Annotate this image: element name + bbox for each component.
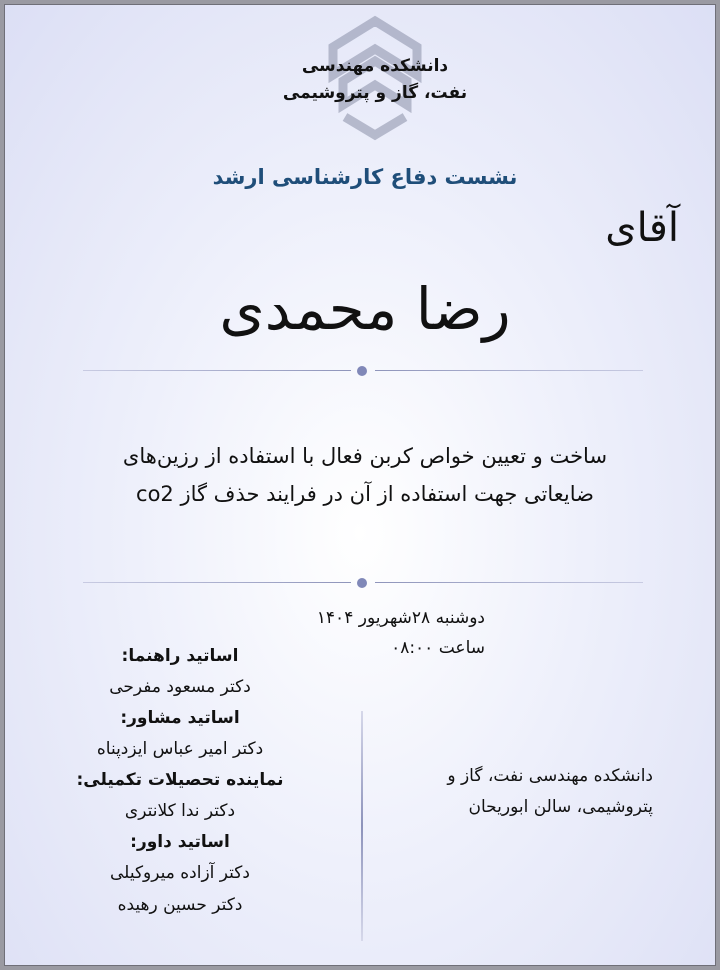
committee-member: دکتر مسعود مفرحی xyxy=(109,677,251,697)
candidate-name: رضا محمدی xyxy=(219,275,511,343)
committee-role-examiners: اساتید داور: xyxy=(130,832,230,852)
divider-bottom xyxy=(83,575,643,591)
committee-member: دکتر ندا کلانتری xyxy=(124,801,236,821)
committee-role-advisors: اساتید مشاور: xyxy=(120,708,240,728)
venue xyxy=(393,761,653,823)
divider-line-right xyxy=(375,370,643,371)
thesis-title-line-2: ضایعاتی جهت استفاده از آن در فرایند حذف گاز co2 xyxy=(136,482,594,506)
thesis-title xyxy=(75,437,655,513)
faculty-line-2: نفت، گاز و پتروشیمی xyxy=(282,83,468,103)
committee-role-graduate-representative: نماینده تحصیلات تکمیلی: xyxy=(76,770,284,790)
defense-date: دوشنبه ۲۸شهریور ۱۴۰۴ xyxy=(316,608,485,628)
divider-line-left xyxy=(83,582,351,583)
defense-poster xyxy=(4,4,716,966)
committee-list xyxy=(65,641,295,921)
faculty-name xyxy=(225,53,525,107)
vertical-divider xyxy=(361,711,363,941)
thesis-title-line-1: ساخت و تعیین خواص کربن فعال با استفاده از رزین‌های xyxy=(122,444,608,468)
committee-member: دکتر حسین رهیده xyxy=(117,895,243,915)
committee-member: دکتر آزاده میروکیلی xyxy=(110,863,250,883)
session-title: نشست دفاع کارشناسی ارشد xyxy=(212,165,518,189)
divider-dot xyxy=(357,366,367,376)
honorific: آقای xyxy=(605,205,679,251)
committee-role-supervisors: اساتید راهنما: xyxy=(121,646,239,666)
divider-top xyxy=(83,363,643,379)
venue-line-2: پتروشیمی، سالن ابوریحان xyxy=(468,797,653,817)
committee-member: دکتر امیر عباس ایزدپناه xyxy=(96,739,264,759)
divider-dot xyxy=(357,578,367,588)
faculty-line-1: دانشکده مهندسی xyxy=(301,56,449,76)
venue-line-1: دانشکده مهندسی نفت، گاز و xyxy=(447,766,653,786)
divider-line-left xyxy=(83,370,351,371)
divider-line-right xyxy=(375,582,643,583)
defense-time: ساعت ۰۸:۰۰ xyxy=(391,638,485,658)
